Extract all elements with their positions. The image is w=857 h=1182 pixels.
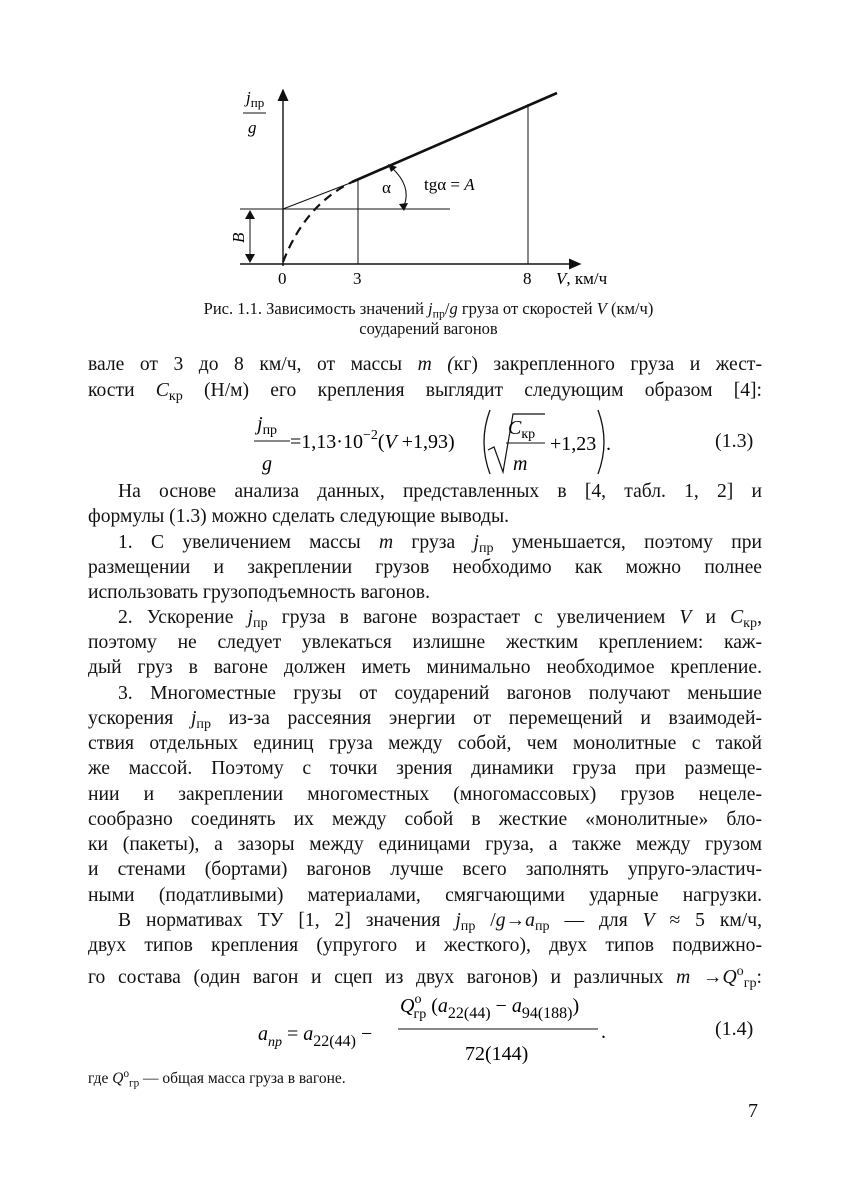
subscript: кр [168,388,183,405]
text-run: ки (пакеты), а зазоры между единицами груза, а также между грузом [88,834,762,855]
svg-text:.: . [601,1021,606,1043]
text-run: и [691,607,731,628]
formula-1-3-number: (1.3) [715,430,754,452]
italic-symbol: m [378,532,394,553]
text-run: использовать грузоподъемность вагонов. [88,582,430,603]
svg-text:=1,13·10−2(V +1,93): $=1,13\cdot 10^{-2}(V +1,93)$ [290,428,455,453]
text-run: размещении и закреплении грузов необходимо как можно полнее [88,557,762,578]
text-run: (Н/м) его крепления выглядит следующим образом [4]: [182,380,763,401]
text-run: вале от 3 до 8 км/ч, от массы [88,354,418,375]
text-run: из-за рассеяния энергии от перемещений и взаимодей- [211,708,762,729]
text-run: 2. Ускорение [118,607,248,628]
italic-symbol: Q [112,1070,124,1088]
subscript: гр [129,1077,140,1090]
text-run: груза в вагоне возрастает с увеличением [267,607,680,628]
italic-symbol: V [642,910,655,931]
text-run: и стенами (бортами) вагонов лучше всего заполнять упруго-эластич- [88,859,762,880]
subscript: пр [478,540,494,557]
italic-symbol: m [676,966,691,988]
svg-text:m: m [513,453,528,475]
svg-text:jпр: $j_{пр}$ [257,413,278,438]
text-run: поэтому не следует увлекаться излишне жестким креплением: каж- [88,632,762,653]
text-run: груза [393,532,474,553]
subscript: пр [196,716,211,733]
italic-symbol: j [455,910,461,931]
x-axis-label: V, км/ч [556,269,608,288]
x-tick-3: 3 [353,269,362,288]
alpha-label: α [382,178,391,197]
text-run: ствия отдельных единиц груза между собой, чем монолитные с такой [88,733,762,754]
footnote-where [88,1068,346,1089]
italic-symbol: V [596,299,607,318]
italic-symbol: j [190,708,197,729]
subscript: кр [743,615,758,632]
text-run: уменьшается, поэтому при [493,532,762,553]
italic-symbol: j [473,532,479,553]
y-label-num: $j_{пр}$ [246,88,265,110]
tg-label: tgα = A [424,175,475,194]
svg-text:Cкр: $C_{кр}$ [508,417,536,442]
text-run: / [475,910,496,931]
subscript: пр [253,615,268,632]
text-run: ≈ 5 км/ч, [654,910,762,931]
text-run: — общая масса груза в вагоне. [139,1070,346,1088]
text-run: → [690,966,723,988]
text-run: же массой. Поэтому с точки зрения динамики груза при размеще- [88,758,762,779]
x-tick-0: 0 [278,269,287,288]
formula-1-4-number: (1.4) [715,1018,754,1040]
b-label: B [229,232,248,243]
italic-symbol: C [730,607,744,628]
text-run: (км/ч) [606,299,654,318]
svg-text:72(144): 72(144) [465,1043,529,1065]
subscript: гр [743,974,757,991]
subscript: пр [432,306,445,321]
text-run: где [88,1070,113,1088]
text-run: ускорения [88,708,191,729]
subscript: пр [460,918,476,935]
text-run: го состава (один вагон и сцеп из двух вагонов) и различных [88,966,677,988]
text-run: , [757,607,762,628]
italic-symbol: m ( [417,354,454,375]
italic-symbol: C [155,380,169,401]
text-run: формулы (1.3) можно сделать следующие выводы. [88,506,510,527]
text-run: — для [549,910,643,931]
svg-text:g: g [262,453,272,475]
svg-text:Qогр (a22(44) − a94(188)): $Q^о$ гр $(a_{22(44)} - a_{94(188)})$ [400,992,580,1022]
text-run: груза от скоростей [457,299,597,318]
svg-text:.: . [606,433,611,455]
italic-symbol: g [449,299,458,318]
text-run: / [444,299,450,318]
text-run: кг) закрепленного груза и жест- [453,354,762,375]
svg-text:+1,23: +1,23 [550,433,597,455]
text-run: ными (податливыми) материалами, смягчающими ударные нагрузки. [88,885,762,906]
text-run: кости [88,380,156,401]
text-run: двух типов крепления (упругого и жесткого), двух типов подвижно- [88,935,762,956]
italic-symbol: g [495,910,506,931]
text-run: В нормативах ТУ [1, 2] значения [118,910,456,931]
page-number: 7 [748,1100,758,1122]
figure-caption-line-2: соударений вагонов [359,319,498,338]
superscript: о [123,1068,130,1080]
text-run: → [505,910,526,931]
superscript: о [736,963,744,979]
text-run: : [756,966,762,988]
text-run: нии и закреплении многоместных (многомассовых) грузов нецеле- [88,784,762,805]
italic-symbol: j [247,607,254,628]
text-run: 1. С увеличением массы [118,532,379,553]
italic-symbol: j [428,299,433,318]
svg-text:anp = a22(44) −: $a_{np} = a_{22(44)}$ − [258,1023,373,1050]
italic-symbol: V [679,607,692,628]
italic-symbol: Q [722,966,737,988]
text-run: На основе анализа данных, представленных в [4, табл. 1, 2] и [118,481,762,502]
text-run: 3. Многоместные грузы от соударений вагонов получают меньшие [118,683,762,704]
text-run: сообразно соединять их между собой в жесткие «монолитные» бло- [88,809,762,830]
subscript: пр [534,918,550,935]
x-tick-8: 8 [523,269,532,288]
text-run: Рис. 1.1. Зависимость значений [203,299,429,318]
italic-symbol: a [525,910,535,931]
text-run: дый груз в вагоне должен иметь минимально необходимое крепление. [88,657,762,678]
y-label-den: g [248,118,257,137]
